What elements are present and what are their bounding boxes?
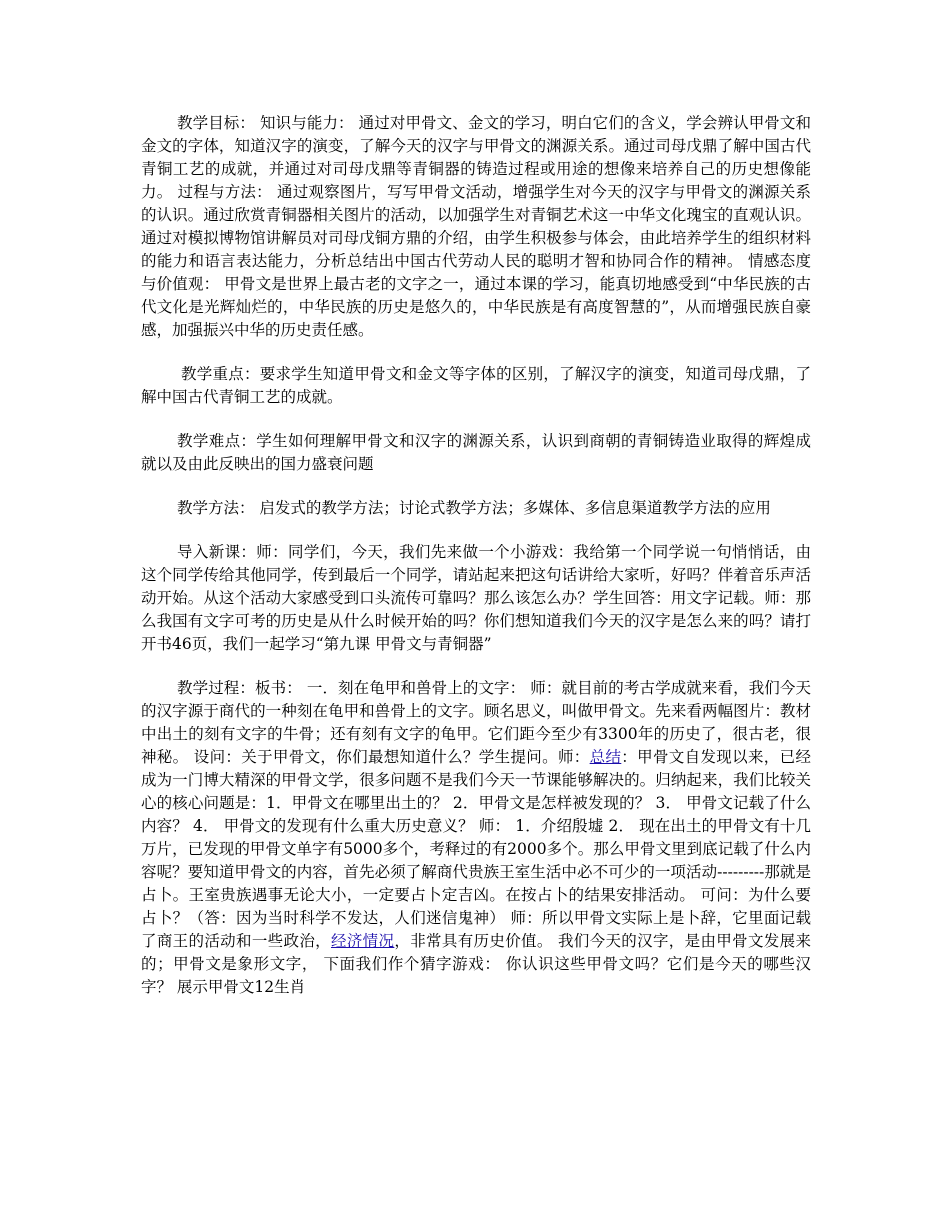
economy-link[interactable]: 经济情况 xyxy=(331,932,395,950)
process-text-part-2: ：甲骨文自发现以来，已经成为一门博大精深的甲骨文学，很多问题不是我们今天一节课能够解决的。归纳起来，我们比较关心的核心问题是：1．甲骨文在哪里出土的？ 2．甲骨文是怎样被发现的？ 3． 甲骨文记载了什么内容？ 4． 甲骨文的发现有什么重大历史意义？ 师： 1．介绍殷墟 2． 现在出土的甲骨文有十几万片，已发现的甲骨文单字有5000多个，考释过的有2000多个。那么甲骨文里到底记载了什么内容呢？要知道甲骨文的内容，首先必须了解商代贵族王室生活中必不可少的一项活动---------那就是占卜。王室贵族遇事无论大小，一定要占卜定吉凶。在按占卜的结果安排活动。 可问：为什么要占卜？（答：因为当时科学不发达，人们迷信鬼神） 师：所以甲骨文实际上是卜辞，它里面记载了商王的活动和一些政治， xyxy=(141,748,811,950)
teaching-objectives-paragraph: 教学目标： 知识与能力： 通过对甲骨文、金文的学习，明白它们的含义，学会辨认甲骨文和金文的字体，知道汉字的演变，了解今天的汉字与甲骨文的渊源关系。通过司母戊鼎了解中国古代青铜工艺的成就，并通过对司母戊鼎等青铜器的铸造过程或用途的想像来培养自己的历史想像能力。 过程与方法： 通过观察图片，写写甲骨文活动，增强学生对今天的汉字与甲骨文的渊源关系的认识。通过欣赏青铜器相关图片的活动，以加强学生对青铜艺术这一中华文化瑰宝的直观认识。通过对模拟博物馆讲解员对司母戊铜方鼎的介绍，由学生积极参与体会，由此培养学生的组织材料的能力和语言表达能力，分析总结出中国古代劳动人民的聪明才智和协同合作的精神。 情感态度与价值观： 甲骨文是世界上最古老的文字之一，通过本课的学习，能真切地感受到“中华民族的古代文化是光辉灿烂的，中华民族的历史是悠久的，中华民族是有高度智慧的”，从而增强民族自豪感，加强振兴中华的历史责任感。 xyxy=(141,114,811,339)
process-text-part-3: ，非常具有历史价值。 我们今天的汉字，是由甲骨文发展来的；甲骨文是象形文字， 下面我们作个猜字游戏： 你认识这些甲骨文吗？它们是今天的哪些汉字？ 展示甲骨文12生肖 xyxy=(141,932,811,996)
teaching-methods-paragraph: 教学方法： 启发式的教学方法；讨论式教学方法；多媒体、多信息渠道教学方法的应用 xyxy=(177,499,771,517)
lesson-introduction-paragraph: 导入新课：师：同学们，今天，我们先来做一个小游戏：我给第一个同学说一句悄悄话，由这个同学传给其他同学，传到最后一个同学，请站起来把这句话讲给大家听，好吗？伴着音乐声活动开始。从这个活动大家感受到口头流传可靠吗？那么该怎么办？学生回答：用文字记载。师：那么我国有文字可考的历史是从什么时候开始的吗？你们想知道我们今天的汉字是怎么来的吗？请打开书46页，我们一起学习“第九课 甲骨文与青铜器” xyxy=(141,543,811,653)
teaching-key-points-paragraph: 教学重点：要求学生知道甲骨文和金文等字体的区别，了解汉字的演变，知道司母戊鼎，了解中国古代青铜工艺的成就。 xyxy=(141,365,811,406)
summary-link[interactable]: 总结 xyxy=(589,748,622,766)
document-body xyxy=(141,112,811,1020)
teaching-process-paragraph xyxy=(141,677,811,999)
teaching-difficulties-paragraph: 教学难点：学生如何理解甲骨文和汉字的渊源关系，认识到商朝的青铜铸造业取得的辉煌成就以及由此反映出的国力盛衰问题 xyxy=(141,432,811,473)
process-text-part-1: 教学过程：板书： 一．刻在龟甲和兽骨上的文字： 师：就目前的考古学成就来看，我们今天的汉字源于商代的一种刻在龟甲和兽骨上的文字。顾名思义，叫做甲骨文。先来看两幅图片：教材中出土的刻有文字的牛骨；还有刻有文字的龟甲。它们距今至少有3300年的历史了，很古老，很神秘。 设问：关于甲骨文，你们最想知道什么？学生提问。师： xyxy=(141,679,811,766)
